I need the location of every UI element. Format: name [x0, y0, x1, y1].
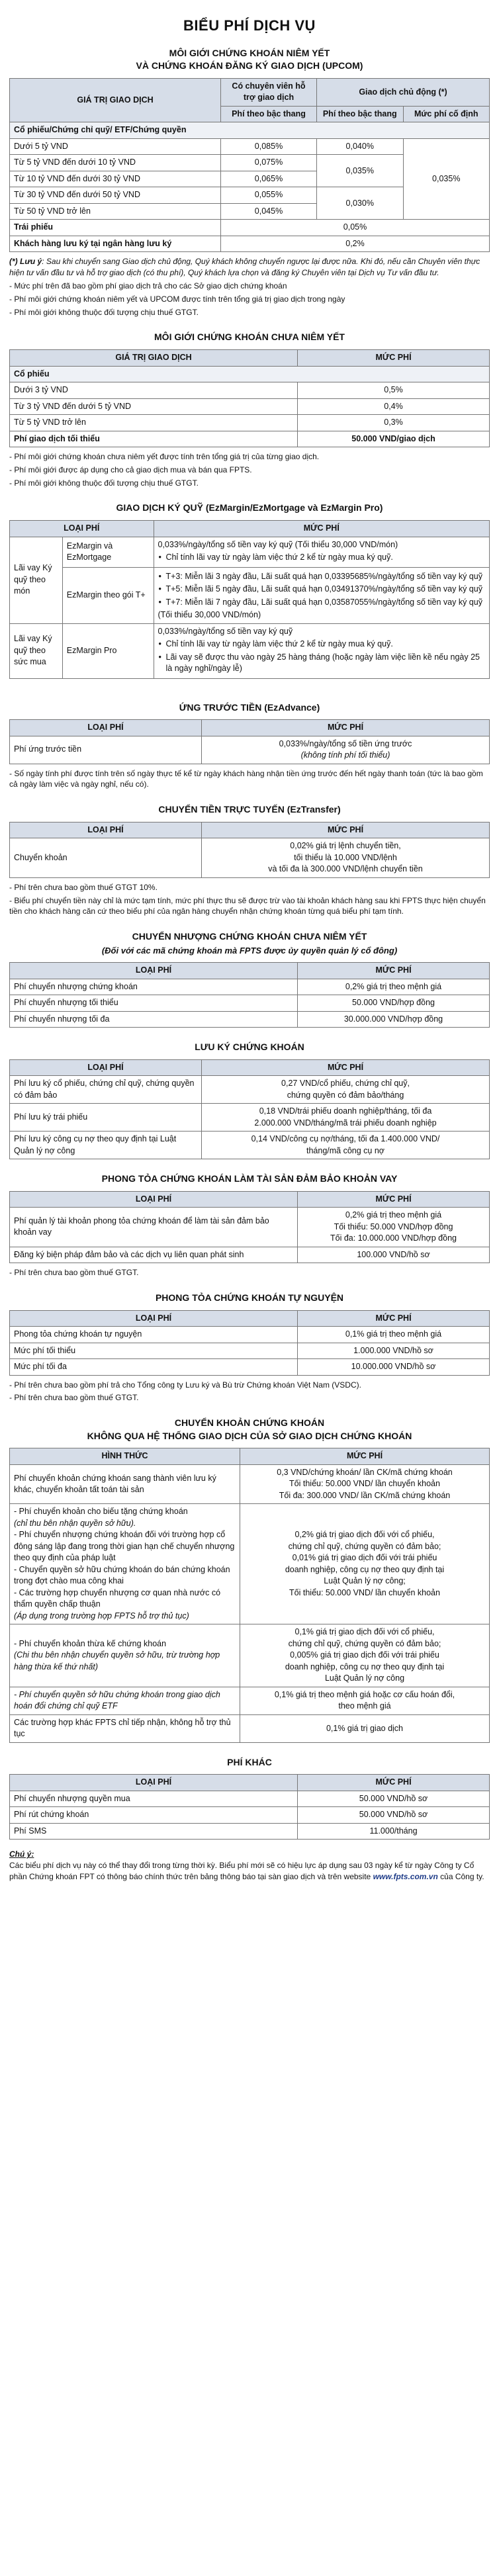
table-cell: Trái phiếu	[10, 220, 221, 236]
section-title: MÔI GIỚI CHỨNG KHOÁN CHƯA NIÊM YẾT	[154, 332, 345, 343]
section-title: CHUYỂN TIỀN TRỰC TUYẾN (EzTransfer)	[158, 804, 341, 815]
column-header: LOẠI PHÍ	[10, 521, 154, 537]
table-cell: 0,035%	[317, 155, 404, 187]
table-cell: Từ 3 tỷ VND đến dưới 5 tỷ VND	[10, 398, 298, 415]
section-title: LƯU KÝ CHỨNG KHOÁN	[195, 1042, 304, 1052]
column-header: LOẠI PHÍ	[10, 720, 202, 736]
table-cell: EzMargin và EzMortgage	[62, 537, 154, 567]
column-header: Giao dịch chủ động (*)	[317, 78, 490, 106]
table-cell: Đăng ký biện pháp đảm bảo và các dịch vụ liên quan phát sinh	[10, 1247, 298, 1263]
table-cell: Phí ứng trước tiền	[10, 736, 202, 764]
column-header: GIÁ TRỊ GIAO DỊCH	[10, 350, 298, 367]
section-advance	[9, 701, 490, 791]
unlisted-transfer-table	[9, 962, 490, 1028]
table-cell: EzMargin theo gói T+	[62, 567, 154, 623]
table-cell: Từ 30 tỷ VND đến dưới 50 tỷ VND	[10, 187, 221, 204]
column-header: MỨC PHÍ	[240, 1448, 490, 1465]
column-header: HÌNH THỨC	[10, 1448, 240, 1465]
group-row: Cổ phiếu	[10, 366, 490, 382]
table-cell: Phí chuyển nhượng tối đa	[10, 1011, 298, 1028]
table-cell: 11.000/tháng	[298, 1823, 490, 1840]
column-header: LOẠI PHÍ	[10, 963, 298, 979]
section-title: PHÍ KHÁC	[227, 1756, 272, 1767]
section-title: GIAO DỊCH KÝ QUỸ (EzMargin/EzMortgage và EzMargin Pro)	[116, 502, 383, 513]
table-cell: Từ 50 tỷ VND trở lên	[10, 203, 221, 220]
section-unlisted-brokerage	[9, 331, 490, 488]
section-title: MÔI GIỚI CHỨNG KHOÁN NIÊM YẾT VÀ CHỨNG KHOÁN ĐĂNG KÝ GIAO DỊCH (UPCOM)	[136, 47, 363, 71]
advance-table	[9, 719, 490, 764]
table-cell: • T+3: Miễn lãi 3 ngày đầu, Lãi suất quá hạn 0,03395685%/ngày/tổng số tiền vay ký quỹ • T+5: Miễn lãi 5 ngày đầu, Lãi suất quá hạn 0,03491370%/ngày/tổng số tiền vay ký quỹ • T+7: Miễn lãi 7 ngày đầu, Lãi suất quá hạn 0,03587055%/ngày/tổng số tiền vay ký quỹ (Tối thiểu 30,000 VND/món)	[154, 567, 490, 623]
other-fees-table	[9, 1774, 490, 1840]
section-custody	[9, 1041, 490, 1159]
table-cell: 0,3 VND/chứng khoán/ lần CK/mã chứng khoán Tối thiểu: 50.000 VND/ lần chuyển khoản Tối đa: 300.000 VND/ lần CK/mã chứng khoán	[240, 1464, 490, 1504]
table-cell: Mức phí tối thiểu	[10, 1343, 298, 1359]
table-cell: Khách hàng lưu ký tại ngân hàng lưu ký	[10, 236, 221, 252]
table-cell: Phí chuyển nhượng chứng khoán	[10, 979, 298, 995]
column-header: Có chuyên viên hỗ trợ giao dịch	[221, 78, 317, 106]
notes: (*) Lưu ý: Sau khi chuyển sang Giao dịch chủ động, Quý khách không chuyển ngược lại được nữa. Khi đó, nếu cần Chuyên viên thực hiện tư vấn đầu tư và hỗ trợ giao dịch (có thu phí), Quý khách lựa chọn và đăng ký Chuyên viên tại Dịch vụ Tư vấn đầu tư. - Mức phí trên đã bao gồm phí giao dịch trả cho các Sở giao dịch chứng khoán - Phí môi giới chứng khoán niêm yết và UPCOM được tính trên tổng giá trị giao dịch trong ngày - Phí môi giới không thuộc đối tượng chịu thuế GTGT.	[9, 257, 480, 317]
margin-table	[9, 520, 490, 679]
table-cell: 100.000 VND/hồ sơ	[298, 1247, 490, 1263]
section-subtitle: (Đối với các mã chứng khoán mà FPTS được ủy quyền quản lý cổ đông)	[101, 945, 398, 955]
section-title: CHUYỂN NHƯỢNG CHỨNG KHOÁN CHƯA NIÊM YẾT	[132, 931, 367, 942]
table-cell: EzMargin Pro	[62, 623, 154, 678]
table-cell: 0,033%/ngày/tổng số tiền vay ký quỹ (Tối thiểu 30,000 VND/món) • Chỉ tính lãi vay từ ngày làm việc thứ 2 kể từ ngày mua ký quỹ.	[154, 537, 490, 567]
table-cell: Mức phí tối đa	[10, 1359, 298, 1376]
table-cell: - Phí chuyển khoản cho biếu tặng chứng khoán (chỉ thu bên nhận quyền sở hữu). - Phí chuyển nhượng chứng khoán đối với trường hợp cổ đông sáng lập đang trong thời gian hạn chế chuyển nhượng theo quy định của pháp luật - Chuyển quyền sở hữu chứng khoán do bán chứng khoán trong đợt chào mua công khai - Các trường hợp chuyển nhượng cơ quan nhà nước có thẩm quyền chấp thuận (Áp dụng trong trường hợp FPTS hỗ trợ thủ tục)	[10, 1504, 240, 1624]
website-link[interactable]: www.fpts.com.vn	[373, 1872, 438, 1882]
table-cell: Phí chuyển khoản chứng khoán sang thành viên lưu ký khác, chuyển khoản tất toán tài sản	[10, 1464, 240, 1504]
section-collateral-block	[9, 1173, 490, 1278]
table-cell: Phí lưu ký công cụ nợ theo quy định tại Luật Quản lý nợ công	[10, 1132, 202, 1159]
table-cell: Phí chuyển nhượng tối thiểu	[10, 995, 298, 1012]
table-cell: 0,1% giá trị theo mệnh giá hoặc cơ cấu hoán đổi, theo mệnh giá	[240, 1687, 490, 1714]
table-cell: 0,045%	[221, 203, 317, 220]
table-cell: 10.000.000 VND/hồ sơ	[298, 1359, 490, 1376]
collateral-block-table	[9, 1191, 490, 1264]
table-cell: 0,3%	[298, 415, 490, 431]
notes: - Số ngày tính phí được tính trên số ngày thực tế kể từ ngày khách hàng nhận tiền ứng trước đến hết ngày thanh toán (tức là bao gồm cả ngày làm việc và ngày nghỉ, nếu có).	[9, 768, 483, 789]
table-cell: 0,14 VND/công cụ nợ/tháng, tối đa 1.400.000 VND/ tháng/mã công cụ nợ	[202, 1132, 490, 1159]
table-cell: 0,1% giá trị giao dịch	[240, 1714, 490, 1742]
section-title: PHONG TỎA CHỨNG KHOÁN TỰ NGUYỆN	[155, 1292, 344, 1303]
table-cell: 0,05%	[221, 220, 490, 236]
column-header: Phí theo bậc thang	[221, 106, 317, 122]
table-cell: Phí lưu ký trái phiếu	[10, 1104, 202, 1132]
section-title: PHONG TỎA CHỨNG KHOÁN LÀM TÀI SẢN ĐẢM BẢO KHOẢN VAY	[101, 1173, 398, 1184]
table-cell: 0,2% giá trị giao dịch đối với cổ phiếu, chứng chỉ quỹ, chứng quyền có đảm bảo; 0,01% giá trị giao dịch đối với trái phiếu doanh nghiệp, công cụ nợ theo quy định tại Luật Quản lý nợ công; Tối thiểu: 50.000 VND/ lần chuyển khoản	[240, 1504, 490, 1624]
group-row: Cổ phiếu/Chứng chỉ quỹ/ ETF/Chứng quyền	[10, 122, 490, 139]
table-cell: 50.000 VND/giao dịch	[298, 431, 490, 447]
column-header: MỨC PHÍ	[298, 1775, 490, 1791]
table-cell: 0,033%/ngày/tổng số tiền vay ký quỹ • Chỉ tính lãi vay từ ngày làm việc thứ 2 kể từ ngày mua ký quỹ. • Lãi vay sẽ được thu vào ngày 25 hàng tháng (hoặc ngày làm việc liền kề nếu ngày 25 là ngày nghỉ/ngày lễ)	[154, 623, 490, 678]
table-cell: Phí giao dịch tối thiểu	[10, 431, 298, 447]
table-cell: 0,030%	[317, 187, 404, 220]
notes: - Phí trên chưa bao gồm thuế GTGT 10%. - Biểu phí chuyển tiền này chỉ là mức tạm tính, mức phí thực thu sẽ được trừ vào tài khoản khách hàng sau khi FPTS thực hiện chuyển tiền cho khách hàng căn cứ theo biểu phí của ngân hàng chuyển nhận chứng khoán từng quá biểu phí tạm tính.	[9, 882, 486, 916]
section-title: ỨNG TRƯỚC TIỀN (EzAdvance)	[179, 701, 320, 713]
table-cell: 50.000 VND/hồ sơ	[298, 1807, 490, 1824]
table-cell: Các trường hợp khác FPTS chỉ tiếp nhận, không hỗ trợ thủ tục	[10, 1714, 240, 1742]
table-cell: Phí rút chứng khoán	[10, 1807, 298, 1824]
column-header: MỨC PHÍ	[202, 822, 490, 838]
column-header: MỨC PHÍ	[298, 1191, 490, 1208]
column-header: LOẠI PHÍ	[10, 1775, 298, 1791]
table-cell: 50.000 VND/hợp đồng	[298, 995, 490, 1012]
table-cell: 0,1% giá trị theo mệnh giá	[298, 1327, 490, 1343]
table-cell: 50.000 VND/hồ sơ	[298, 1791, 490, 1807]
voluntary-block-table	[9, 1310, 490, 1376]
table-cell: - Phí chuyển quyền sở hữu chứng khoán trong giao dịch hoán đổi chứng chỉ quỹ ETF	[10, 1687, 240, 1714]
table-cell: Phí chuyển nhượng quyền mua	[10, 1791, 298, 1807]
table-cell: 0,085%	[221, 138, 317, 155]
column-header: GIÁ TRỊ GIAO DỊCH	[10, 78, 221, 122]
table-cell: Chuyển khoản	[10, 838, 202, 878]
table-cell: 0,5%	[298, 382, 490, 399]
column-header: LOẠI PHÍ	[10, 1310, 298, 1327]
table-cell: 0,4%	[298, 398, 490, 415]
column-header: MỨC PHÍ	[298, 963, 490, 979]
table-cell: 0,033%/ngày/tổng số tiền ứng trước (không tính phí tối thiểu)	[202, 736, 490, 764]
transfer-table	[9, 822, 490, 878]
column-header: MỨC PHÍ	[202, 720, 490, 736]
unlisted-brokerage-table	[9, 349, 490, 447]
section-margin	[9, 502, 490, 678]
page-title: BIỂU PHÍ DỊCH VỤ	[183, 17, 316, 34]
table-cell: 0,1% giá trị giao dịch đối với cổ phiếu, chứng chỉ quỹ, chứng quyền có đảm bảo; 0,005% giá trị giao dịch đối với trái phiếu doanh nghiệp, công cụ nợ theo quy định tại Luật Quản lý nợ công	[240, 1624, 490, 1687]
notes: - Phí trên chưa bao gồm thuế GTGT.	[9, 1268, 139, 1278]
table-cell: Lãi vay Ký quỹ theo sức mua	[10, 623, 63, 678]
table-cell: 0,055%	[221, 187, 317, 204]
table-cell: Từ 10 tỷ VND đến dưới 30 tỷ VND	[10, 171, 221, 187]
section-title: CHUYỂN KHOẢN CHỨNG KHOÁN KHÔNG QUA HỆ THỐNG GIAO DỊCH CỦA SỞ GIAO DỊCH CHỨNG KHOÁN	[87, 1417, 412, 1441]
column-header: MỨC PHÍ	[154, 521, 490, 537]
notes: - Phí trên chưa bao gồm phí trả cho Tổng công ty Lưu ký và Bù trừ Chứng khoán Việt Nam (VSDC). - Phí trên chưa bao gồm thuế GTGT.	[9, 1380, 361, 1403]
section-voluntary-block	[9, 1292, 490, 1403]
section-transfer	[9, 803, 490, 917]
table-cell: Phí SMS	[10, 1823, 298, 1840]
section-unlisted-transfer	[9, 930, 490, 1028]
table-cell: Từ 5 tỷ VND trở lên	[10, 415, 298, 431]
table-cell: 0,27 VND/cổ phiếu, chứng chỉ quỹ, chứng quyền có đảm bảo/tháng	[202, 1076, 490, 1104]
table-cell: Dưới 3 tỷ VND	[10, 382, 298, 399]
table-cell: Phí lưu ký cổ phiếu, chứng chỉ quỹ, chứng quyền có đảm bảo	[10, 1076, 202, 1104]
table-cell: 0,040%	[317, 138, 404, 155]
securities-transfer-table	[9, 1448, 490, 1743]
column-header: LOẠI PHÍ	[10, 1191, 298, 1208]
column-header: MỨC PHÍ	[202, 1059, 490, 1076]
section-listed-brokerage	[9, 47, 490, 318]
table-cell: 0,075%	[221, 155, 317, 171]
table-cell: Phí quản lý tài khoản phong tỏa chứng khoán để làm tài sản đảm bảo khoản vay	[10, 1208, 298, 1247]
table-cell: 1.000.000 VND/hồ sơ	[298, 1343, 490, 1359]
footnote: Chú ý: Các biểu phí dịch vụ này có thể thay đổi trong từng thời kỳ. Biểu phí mới sẽ có hiệu lực áp dụng sau 03 ngày kể từ ngày Công ty Cổ phần Chứng khoán FPT có thông báo chính thức trên bảng thông báo tại sàn giao dịch và trên website www.fpts.com.vn của Công ty.	[9, 1849, 484, 1882]
column-header: Phí theo bậc thang	[317, 106, 404, 122]
table-cell: 0,2%	[221, 236, 490, 252]
listed-brokerage-table	[9, 78, 490, 253]
table-cell: 0,065%	[221, 171, 317, 187]
column-header: MỨC PHÍ	[298, 1310, 490, 1327]
table-cell: 0,02% giá trị lệnh chuyển tiền, tối thiểu là 10.000 VND/lệnh và tối đa là 300.000 VND/lệnh chuyển tiền	[202, 838, 490, 878]
section-securities-transfer	[9, 1417, 490, 1743]
table-cell: Phong tỏa chứng khoán tự nguyện	[10, 1327, 298, 1343]
table-cell: 0,18 VND/trái phiếu doanh nghiệp/tháng, tối đa 2.000.000 VND/tháng/mã trái phiếu doanh nghiệp	[202, 1104, 490, 1132]
table-cell: 0,2% giá trị theo mệnh giá	[298, 979, 490, 995]
section-other-fees	[9, 1756, 490, 1840]
table-cell: - Phí chuyển khoản thừa kế chứng khoán (Chi thu bên nhận chuyển quyền sở hữu, trừ trường hợp hàng thừa kế thứ nhất)	[10, 1624, 240, 1687]
notes: - Phí môi giới chứng khoán chưa niêm yết được tính trên tổng giá trị của từng giao dịch. - Phí môi giới được áp dụng cho cả giao dịch mua và bán qua FPTS. - Phí môi giới không thuộc đối tượng chịu thuế GTGT.	[9, 452, 320, 488]
table-cell: Từ 5 tỷ VND đến dưới 10 tỷ VND	[10, 155, 221, 171]
column-header: LOẠI PHÍ	[10, 1059, 202, 1076]
table-cell: 0,035%	[403, 138, 490, 220]
column-header: MỨC PHÍ	[298, 350, 490, 367]
table-cell: 30.000.000 VND/hợp đồng	[298, 1011, 490, 1028]
custody-table	[9, 1059, 490, 1160]
table-cell: Lãi vay Ký quỹ theo món	[10, 537, 63, 623]
table-cell: Dưới 5 tỷ VND	[10, 138, 221, 155]
table-cell: 0,2% giá trị theo mệnh giá Tối thiểu: 50.000 VND/hợp đồng Tối đa: 10.000.000 VND/hợp đồng	[298, 1208, 490, 1247]
column-header: LOẠI PHÍ	[10, 822, 202, 838]
column-header: Mức phí cố định	[403, 106, 490, 122]
